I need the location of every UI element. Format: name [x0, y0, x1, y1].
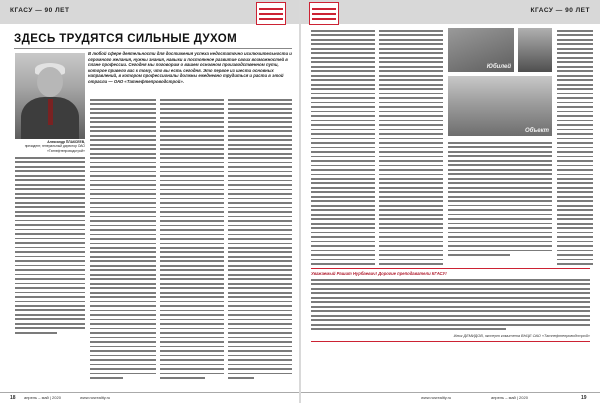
- body-column-1: [15, 157, 85, 336]
- header-band: [301, 0, 600, 24]
- event-photo: [448, 28, 514, 72]
- university-logo: [309, 2, 339, 25]
- article-lead: В любой сфере деятельности для достижения успеха недостаточно исключительности и огромного желания, нужны знания, навыки и постоянное развитие своих возможностей в плане профессии. Сегодня мы поговорим о вашем основном производственном пути, которое привело вас к тому, что вы есть сегодня. Это первое из шести основных направлений, в котором профессионалы должны ежедневно трудиться и расти в этой отрасли — ОАО «Татнефтепроводстрой».: [88, 51, 292, 84]
- section-title: КГАСУ — 90 ЛЕТ: [10, 7, 70, 14]
- article-headline: ЗДЕСЬ ТРУДЯТСЯ СИЛЬНЫЕ ДУХОМ: [14, 33, 238, 45]
- body-column-5: [311, 30, 375, 272]
- box-text: [311, 279, 590, 333]
- photo-caption: [15, 140, 85, 153]
- photo-caption: Объект: [524, 128, 549, 134]
- caption-name: Александр ПЛАКСЕЕВ,: [47, 140, 85, 144]
- header-band: [0, 0, 299, 24]
- section-title: КГАСУ — 90 ЛЕТ: [530, 7, 590, 14]
- left-page: [0, 0, 299, 403]
- issue-date: апрель – май | 2020: [24, 395, 61, 400]
- body-column-7: [448, 142, 552, 259]
- box-title: Уважаемый Рашит Нурбаевич! Дорогие преподаватели КГАСУ!: [311, 271, 447, 276]
- left-footer: [0, 392, 299, 403]
- issue-date: апрель – май | 2020: [491, 395, 528, 400]
- right-page: [301, 0, 600, 403]
- caption-role: президент, генеральный директор ОАО «Татнефтепроводстрой»: [24, 144, 85, 153]
- page-number: 18: [10, 395, 16, 401]
- congratulation-box: [311, 268, 590, 342]
- body-column-6: [379, 30, 443, 272]
- body-column-2: [90, 99, 156, 382]
- website-link[interactable]: www.rusreality.ru: [421, 395, 452, 400]
- website-link[interactable]: www.rusreality.ru: [80, 395, 111, 400]
- portrait-photo: [15, 53, 85, 139]
- portrait-photo-small: [518, 28, 552, 72]
- page-number: 19: [581, 395, 587, 401]
- box-signature: Илья ДЕМИДОВ, эксперт комитета ВНЦЕ ОАО «Татнефтепроводстрой»: [453, 334, 590, 338]
- right-footer: [301, 392, 600, 403]
- photo-caption: Юбилей: [486, 64, 511, 70]
- body-column-3: [160, 99, 224, 382]
- headline-rule: [14, 48, 292, 49]
- construction-photo: [448, 76, 552, 136]
- body-column-8: [557, 30, 593, 272]
- university-logo: [256, 2, 286, 25]
- body-column-4: [228, 99, 292, 382]
